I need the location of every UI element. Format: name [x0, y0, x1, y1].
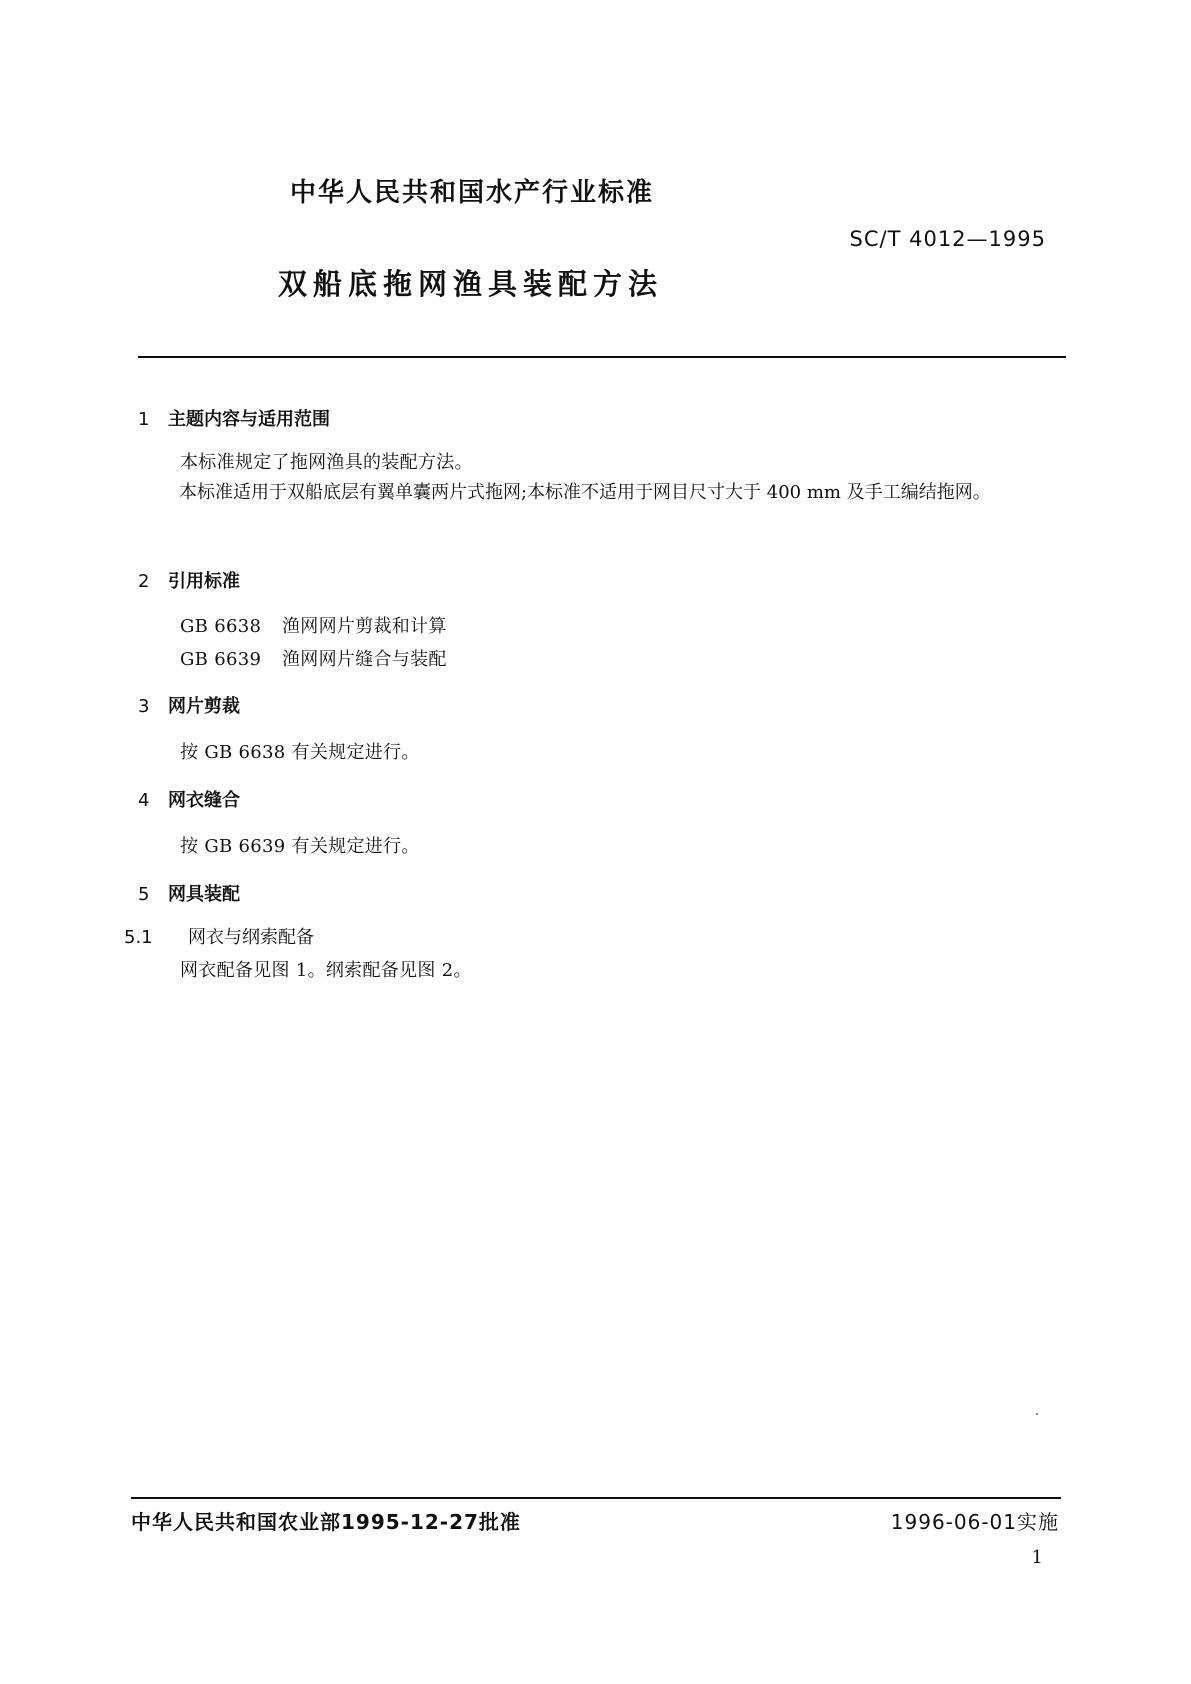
section-title: 主题内容与适用范围 [168, 409, 330, 430]
reference-code: GB 6639 [180, 649, 262, 670]
reference-item [180, 645, 447, 671]
section-number: 3 [138, 696, 150, 717]
section-number: 5 [138, 884, 150, 905]
section-3-heading [138, 692, 240, 718]
section-1-heading [138, 405, 330, 431]
section-2-heading [138, 567, 240, 593]
section-number: 4 [138, 790, 150, 811]
section-3-paragraph: 按 GB 6638 有关规定进行。 [180, 742, 420, 763]
section-4-paragraph: 按 GB 6639 有关规定进行。 [180, 836, 420, 857]
reference-name: 渔网网片剪裁和计算 [282, 616, 447, 637]
standard-category-heading: 中华人民共和国水产行业标准 [290, 178, 655, 208]
header-divider [138, 356, 1066, 358]
footer-divider [131, 1497, 1061, 1499]
subsection-5-1-heading [124, 923, 314, 949]
document-title: 双船底拖网渔具装配方法 [278, 267, 664, 301]
section-number: 1 [138, 409, 150, 430]
reference-code: GB 6638 [180, 616, 262, 637]
effective-date: 1996-06-01实施 [890, 1510, 1059, 1534]
subsection-title: 网衣与纲索配备 [188, 927, 314, 948]
standard-code: SC/T 4012—1995 [849, 227, 1046, 251]
section-1-paragraph-2: 本标准适用于双船底层有翼单囊两片式拖网;本标准不适用于网目尺寸大于 400 mm 及手工编结拖网。 [179, 482, 991, 503]
subsection-number: 5.1 [124, 927, 153, 948]
section-4-heading [138, 786, 240, 812]
section-number: 2 [138, 571, 150, 592]
section-5-heading [138, 880, 240, 906]
subsection-5-1-paragraph: 网衣配备见图 1。纲索配备见图 2。 [180, 960, 472, 981]
approval-line: 中华人民共和国农业部1995-12-27批准 [131, 1510, 521, 1534]
section-title: 网片剪裁 [168, 696, 240, 717]
section-title: 网衣缝合 [168, 790, 240, 811]
section-1-paragraph-1: 本标准规定了拖网渔具的装配方法。 [180, 452, 473, 473]
section-title: 引用标准 [168, 571, 240, 592]
scan-speck [1036, 1413, 1038, 1415]
section-title: 网具装配 [168, 884, 240, 905]
page-number: 1 [1031, 1547, 1043, 1568]
reference-item [180, 612, 447, 638]
reference-name: 渔网网片缝合与装配 [282, 649, 447, 670]
